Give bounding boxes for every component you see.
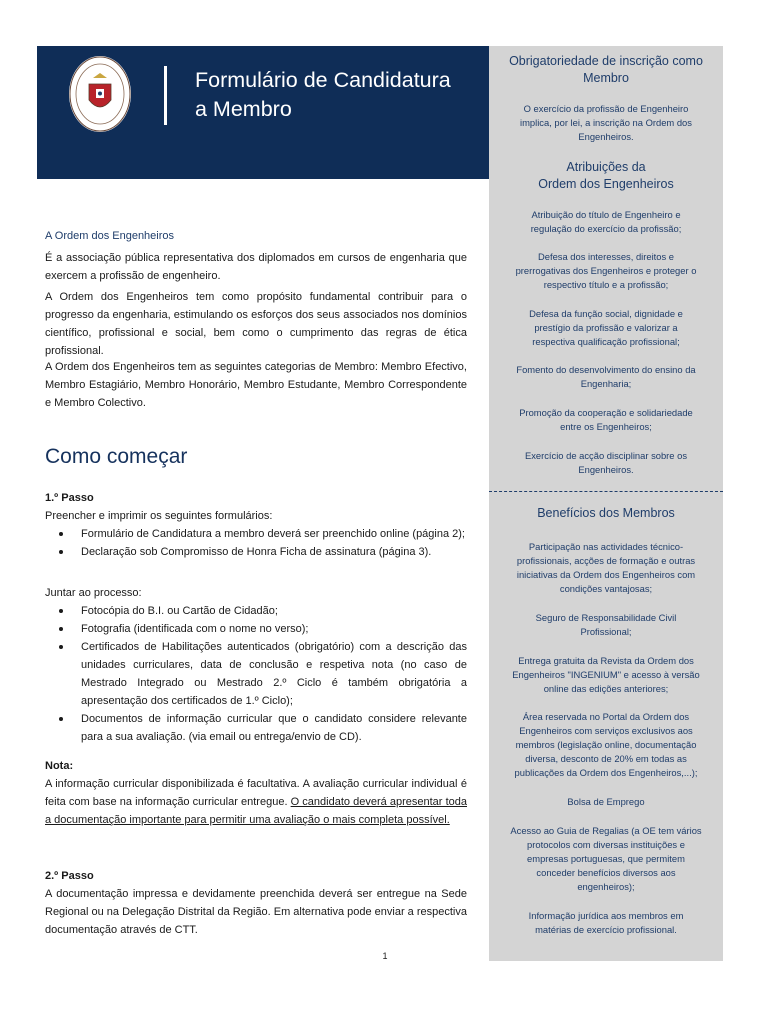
text-line: regulação do exercício da profissão; — [530, 223, 682, 234]
list-item-text: Formulário de Candidatura a membro deverá ser preenchido online (página 2); — [81, 528, 465, 540]
attribution-item — [497, 250, 715, 292]
step1-section — [45, 489, 467, 561]
text-line: implica, por lei, a inscrição na Ordem dos — [520, 117, 692, 128]
benefit-item — [497, 795, 715, 809]
bullet-icon — [59, 550, 63, 554]
bullet-icon — [59, 627, 63, 631]
text-line: Atribuição do título de Engenheiro e — [531, 209, 681, 220]
sidebar-heading-obrigatoriedade — [489, 53, 723, 87]
sidebar-heading-beneficios — [489, 505, 723, 522]
sidebar-paragraph — [497, 102, 715, 144]
attribution-item — [497, 449, 715, 477]
text-line: Defesa da função social, dignidade e — [529, 308, 683, 319]
sidebar-heading-atribuicoes — [489, 159, 723, 193]
text-line: engenheiros); — [577, 881, 635, 892]
text-line: Engenharia; — [580, 378, 632, 389]
text-line: Defesa dos interesses, direitos e — [537, 251, 674, 262]
list-item — [45, 710, 467, 746]
title-divider — [164, 66, 167, 125]
list-item — [45, 543, 467, 561]
text-line: profissionais, acções de formação e outras — [516, 555, 696, 566]
nota-text-underlined: O candidato deverá apresentar toda a documentação importante para permitir uma avaliação o mais completa possível. — [45, 796, 467, 826]
text-line: Engenheiros com serviços exclusivos aos — [519, 725, 693, 736]
step1-intro: Preencher e imprimir os seguintes formulários: — [45, 510, 273, 522]
text-line: condições vantajosas; — [559, 583, 653, 594]
step1-label: 1.º Passo — [45, 492, 94, 504]
text-line: online das edições anteriores; — [543, 683, 669, 694]
bullet-icon — [59, 717, 63, 721]
benefit-item — [497, 824, 715, 894]
text-line: Acesso ao Guia de Regalias (a OE tem vários — [510, 825, 702, 836]
text-line: Promoção da cooperação e solidariedade — [519, 407, 693, 418]
intro-paragraph: É a associação pública representativa dos diplomados em cursos de engenharia que exercem a profissão de engenheiro. — [45, 252, 467, 282]
list-item-text: Documentos de informação curricular que o candidato considere relevante para a sua avaliação. (via email ou entrega/envio de CD). — [81, 713, 467, 743]
text-line: diversa, desconto de 20% em todas as — [525, 753, 687, 764]
heading-line: Benefícios dos Membros — [537, 506, 675, 520]
attribution-item — [497, 307, 715, 349]
list-item-text: Certificados de Habilitações autenticados (obrigatório) com a descrição das unidades curriculares, data de conclusão e respetiva nota (no caso de Mestrado Integrado ou Mestrado 2.º Ciclo é também obrigatória a apresentação dos certificados de 1.º Ciclo); — [81, 641, 467, 707]
text-line: respectivo título e a profissão; — [543, 279, 669, 290]
text-line: iniciativas da Ordem dos Engenheiros com — [516, 569, 696, 580]
list-item — [45, 602, 467, 620]
text-line: conceder benefícios diversos aos — [536, 867, 676, 878]
list-item — [45, 525, 467, 543]
nota-text — [45, 775, 467, 829]
step2-section — [45, 867, 467, 939]
page-number: 1 — [382, 951, 388, 961]
categories-paragraph: A Ordem dos Engenheiros tem as seguintes categorias de Membro: Membro Efectivo, Membro Estagiário, Membro Honorário, Membro Estudante, Membro Correspondente e Membro Colectivo. — [45, 361, 467, 409]
purpose-paragraph: A Ordem dos Engenheiros tem como propósito fundamental contribuir para o progresso da engenharia, estimulando os esforços dos seus associados nos domínios científico, profissional e social, bem como o cumprimento das regras de ética profissional. — [45, 291, 467, 357]
como-comecar-title: Como começar — [45, 445, 188, 468]
benefit-item — [497, 909, 715, 937]
text-line: Profissional; — [580, 626, 632, 637]
text-line: Engenheiros. — [578, 131, 634, 142]
text-line: protocolos com diversas instituições e — [527, 839, 685, 850]
heading-line: Membro — [583, 71, 629, 85]
text-line: matérias de exercício profissional. — [535, 924, 677, 935]
benefit-item — [497, 611, 715, 639]
text-line: respectiva qualificação profissional; — [532, 336, 680, 347]
step2-text: A documentação impressa e devidamente preenchida deverá ser entregue na Sede Regional ou na Delegação Distrital da Região. Em alternativa pode enviar a respectiva documentação através de CTT. — [45, 888, 467, 936]
text-line: prestígio da profissão e valorizar a — [534, 322, 678, 333]
text-line: Participação nas actividades técnico- — [528, 541, 684, 552]
sidebar — [489, 46, 723, 961]
nota-section — [45, 757, 467, 829]
text-line: Seguro de Responsabilidade Civil — [535, 612, 677, 623]
heading-line: Atribuições da — [566, 160, 646, 174]
text-line: entre os Engenheiros; — [560, 421, 652, 432]
juntar-section — [45, 584, 467, 746]
text-line: empresas portuguesas, que permitem — [527, 853, 685, 864]
text-line: membros (legislação online, documentação — [515, 739, 697, 750]
benefit-item — [497, 540, 715, 596]
text-line: Fomento do desenvolvimento do ensino da — [516, 364, 696, 375]
text-line: Informação jurídica aos membros em — [528, 910, 684, 921]
ordem-engenheiros-seal-icon — [69, 56, 131, 132]
bullet-icon — [59, 609, 63, 613]
text-line: Engenheiros. — [578, 464, 634, 475]
attribution-item — [497, 406, 715, 434]
bullet-icon — [59, 645, 63, 649]
title-line-1: Formulário de Candidatura — [195, 68, 451, 92]
text-line: Entrega gratuita da Revista da Ordem dos — [518, 655, 694, 666]
sidebar-dashed-divider — [489, 491, 723, 492]
text-line: Bolsa de Emprego — [567, 796, 645, 807]
page-title — [195, 66, 485, 124]
text-line: Exercício de acção disciplinar sobre os — [524, 450, 688, 461]
list-item — [45, 620, 467, 638]
juntar-intro: Juntar ao processo: — [45, 587, 142, 599]
benefit-item — [497, 710, 715, 780]
text-line: prerrogativas dos Engenheiros e proteger o — [515, 265, 697, 276]
text-line: Engenheiros "INGENIUM" e acesso à versão — [512, 669, 700, 680]
benefit-item — [497, 654, 715, 696]
attribution-item — [497, 363, 715, 391]
list-item-text: Fotocópia do B.I. ou Cartão de Cidadão; — [81, 605, 278, 617]
list-item-text: Declaração sob Compromisso de Honra Ficha de assinatura (página 3). — [81, 546, 432, 558]
list-item-text: Fotografia (identificada com o nome no verso); — [81, 623, 309, 635]
text-line: O exercício da profissão de Engenheiro — [523, 103, 689, 114]
section-title: A Ordem dos Engenheiros — [45, 230, 175, 242]
step2-label: 2.º Passo — [45, 870, 94, 882]
nota-label: Nota: — [45, 760, 74, 772]
attribution-item — [497, 208, 715, 236]
title-line-2: a Membro — [195, 97, 292, 121]
step1-list — [45, 525, 467, 561]
text-line: Área reservada no Portal da Ordem dos — [522, 711, 690, 722]
heading-line: Obrigatoriedade de inscrição como — [509, 54, 703, 68]
heading-line: Ordem dos Engenheiros — [538, 177, 674, 191]
list-item — [45, 638, 467, 710]
nota-text-plain: A informação curricular disponibilizada é facultativa. A avaliação curricular individual é feita com base na informação curricular entregue. — [45, 778, 467, 808]
text-line: publicações da Ordem dos Engenheiros,...); — [514, 767, 698, 778]
juntar-list — [45, 602, 467, 746]
bullet-icon — [59, 532, 63, 536]
